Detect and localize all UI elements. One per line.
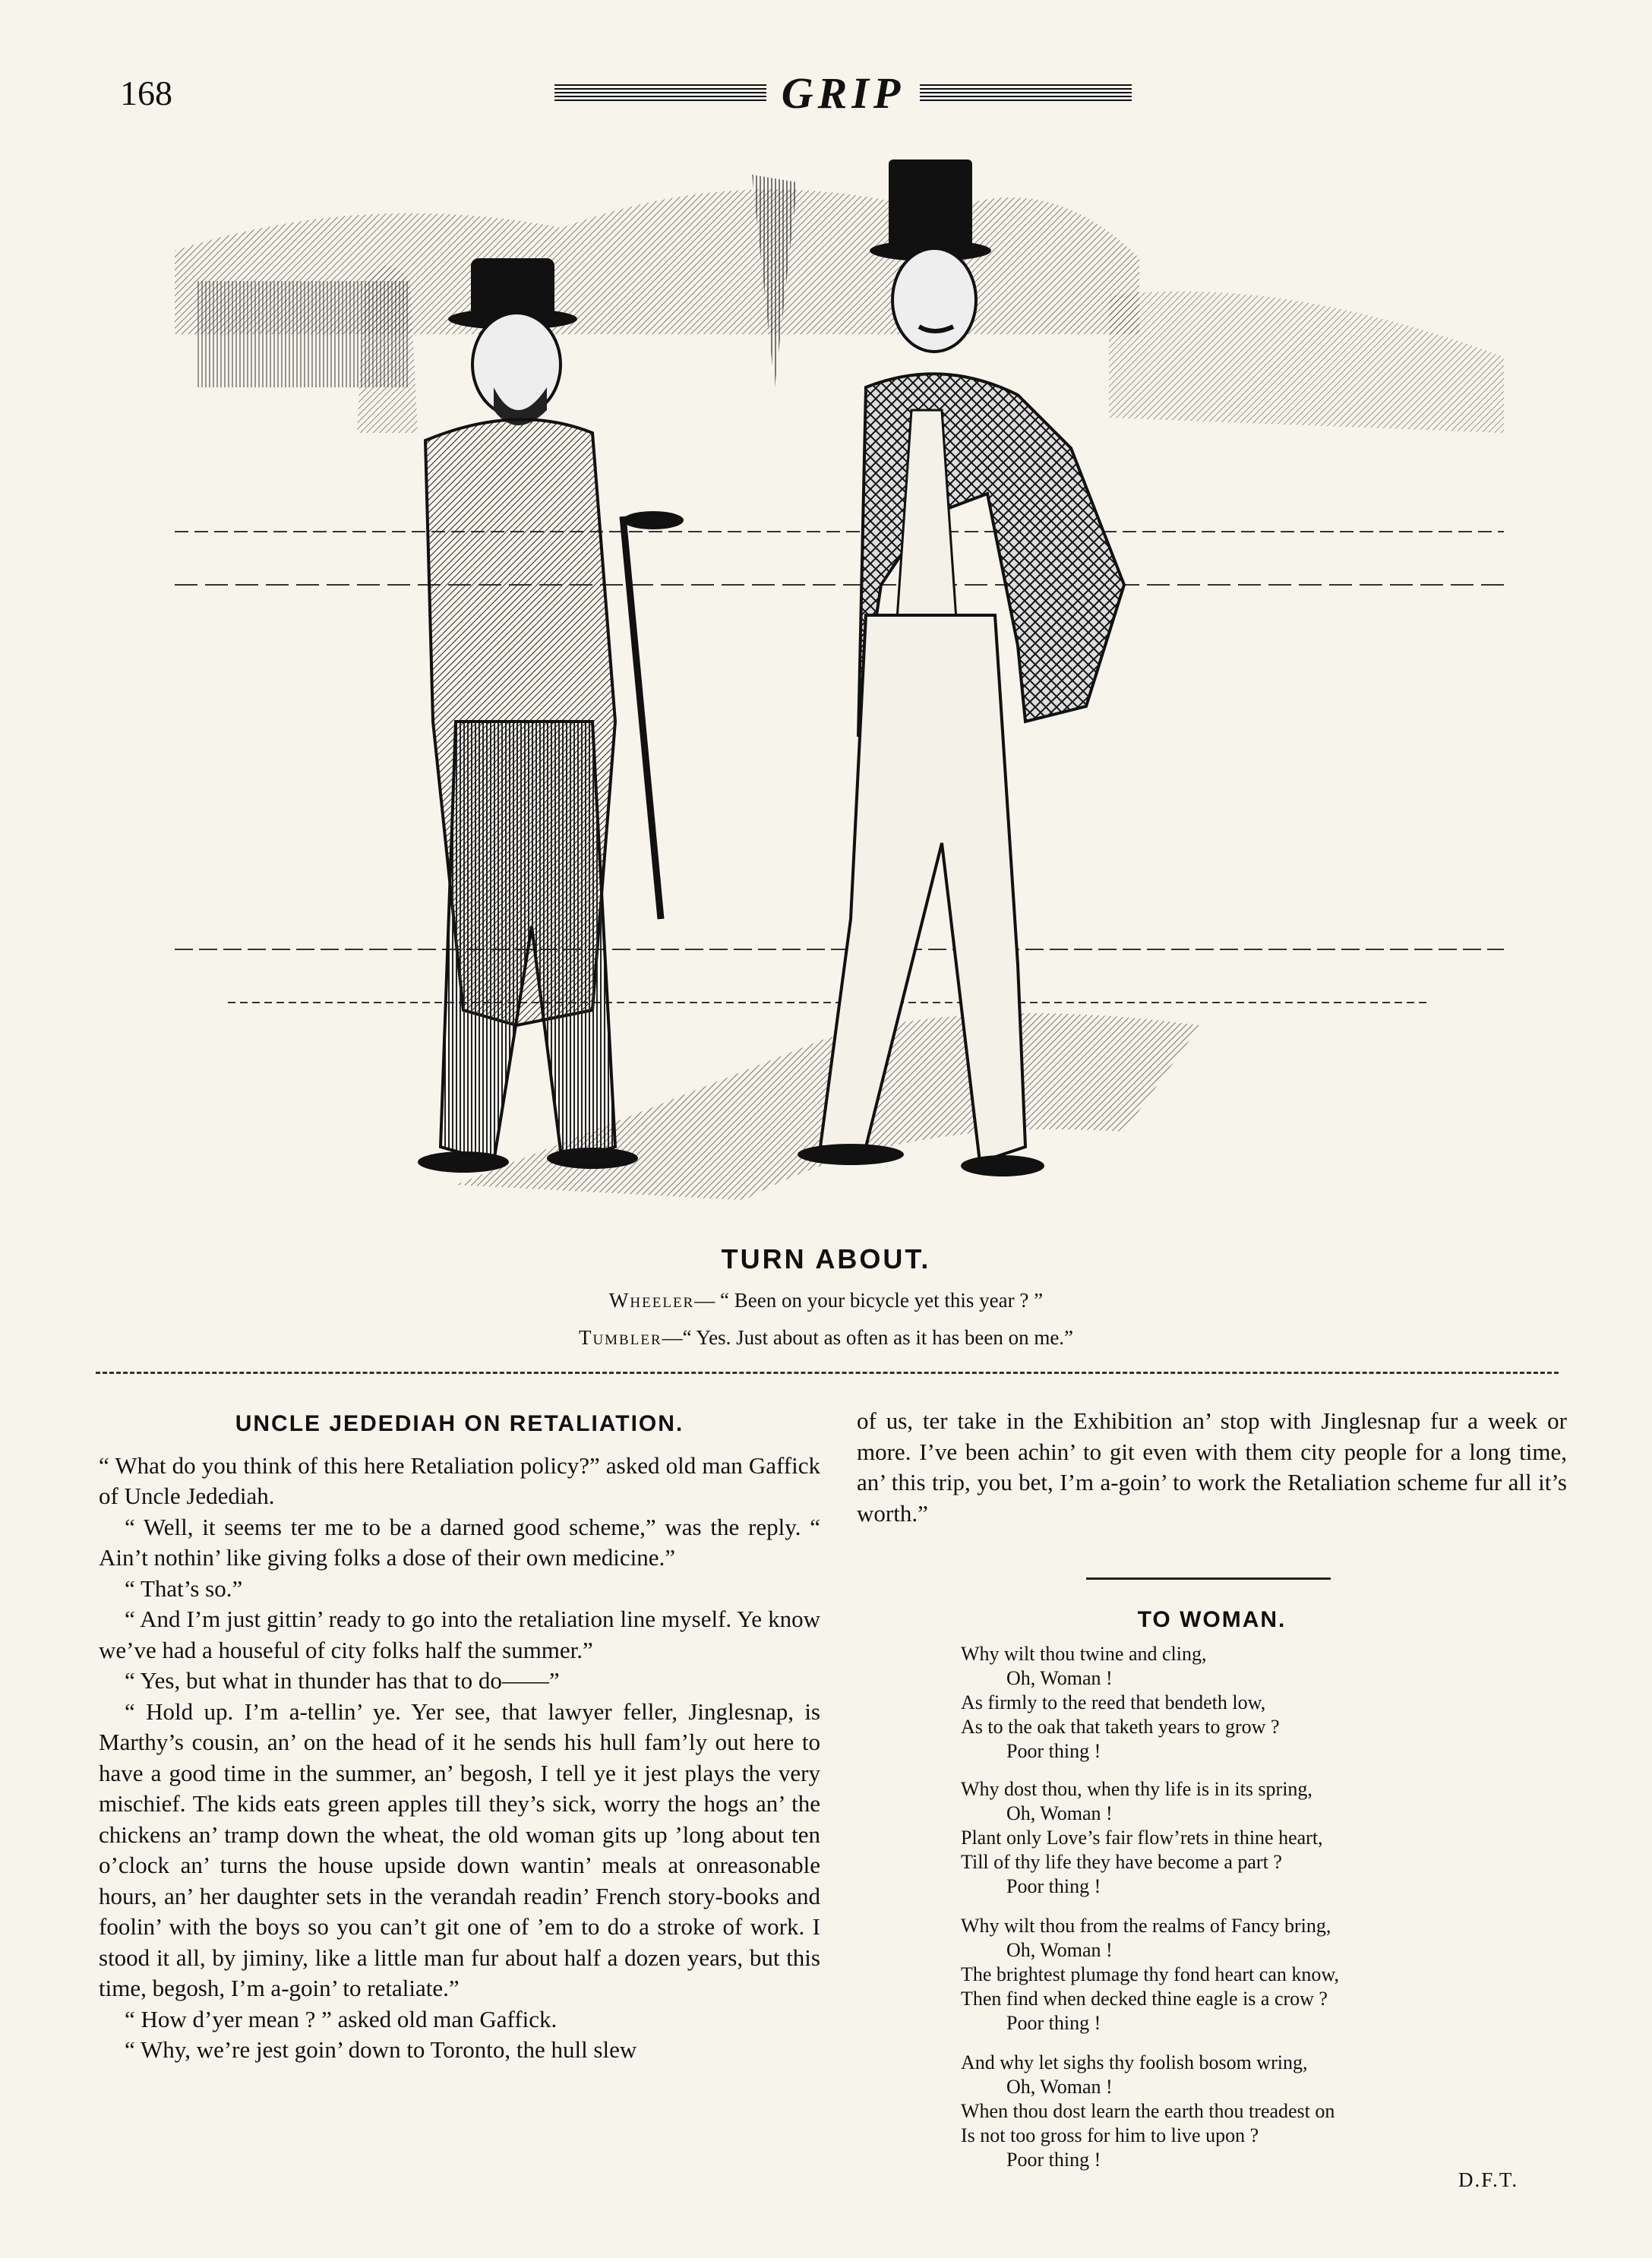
- poem-line: Why wilt thou from the realms of Fancy bring,: [961, 1915, 1331, 1937]
- poem-line: As firmly to the reed that bendeth low,: [961, 1691, 1266, 1713]
- dialogue-text-tumbler: —“ Yes. Just about as often as it has been on me.”: [662, 1326, 1074, 1349]
- poem-line: When thou dost learn the earth thou treadest on: [961, 2100, 1335, 2122]
- masthead-title: GRIP: [781, 68, 905, 118]
- wheeler-figure: [418, 258, 684, 1173]
- article-paragraph: “ Yes, but what in thunder has that to do——”: [125, 1667, 560, 1694]
- article-paragraph: “ And I’m just gittin’ ready to go into the retaliation line myself. Ye know we’ve had a houseful of city folks half the summer.”: [99, 1606, 820, 1663]
- article-paragraph: “ That’s so.”: [125, 1574, 243, 1602]
- masthead-rule-right: [920, 84, 1132, 101]
- article-right-column: [857, 1406, 1567, 1529]
- page-number: 168: [120, 74, 172, 112]
- poem-line: Poor thing !: [1006, 1875, 1101, 1897]
- poem-stanza: [961, 1914, 1553, 2035]
- article-paragraph: “ Hold up. I’m a-tellin’ ye. Yer see, that lawyer feller, Jinglesnap, is Marthy’s cousin, an’ on the head of it he sends his hull fam’ly out here to have a good time in the summer, an’ begosh, I tell ye it jest plays the very mischief. The kids eats green apples till they’s sick, worry the hogs an’ the chickens an’ tramp down the wheat, the old woman gits up ’long about ten o’clock an’ turns the house upside down wantin’ meals at onreasonable hours, an’ her daughter sets in the verandah readin’ French story-books and foolin’ with the boys so you can’t git one of ’em to do a stroke of work. I stood it all, by jiminy, like a little man fur about half a dozen years, but this time, begosh, I’m a-goin’ to retaliate.”: [99, 1697, 820, 2001]
- poem-line: And why let sighs thy foolish bosom wring,: [961, 2051, 1308, 2073]
- poem-line: Why wilt thou twine and cling,: [961, 1643, 1207, 1665]
- article-left-column: [99, 1406, 820, 2066]
- poem-line: As to the oak that taketh years to grow ?: [961, 1716, 1280, 1738]
- article-paragraph: “ Why, we’re jest goin’ down to Toronto, the hull slew: [125, 2036, 637, 2063]
- section-divider: [96, 1372, 1559, 1374]
- poem-line: Then find when decked thine eagle is a crow ?: [961, 1988, 1328, 2010]
- two-gentlemen-engraving-icon: [137, 159, 1534, 1230]
- poem-line: Why dost thou, when thy life is in its spring,: [961, 1778, 1312, 1800]
- poem-line: Oh, Woman !: [1006, 1939, 1113, 1961]
- poem-line: Oh, Woman !: [1006, 1802, 1113, 1824]
- poem-line: Till of thy life they have become a part ?: [961, 1851, 1282, 1873]
- poem-line: Poor thing !: [1006, 2012, 1101, 2034]
- speaker-wheeler: Wheeler: [608, 1289, 695, 1312]
- article-paragraph: “ What do you think of this here Retaliation policy?” asked old man Gaffick of Uncle Jedediah.: [99, 1451, 820, 1509]
- poem-divider: [1086, 1577, 1331, 1580]
- masthead: [554, 68, 1132, 118]
- poem-stanza: [961, 2051, 1553, 2172]
- poem-line: Oh, Woman !: [1006, 1667, 1113, 1689]
- poem-line: Plant only Love’s fair flow’rets in thine heart,: [961, 1827, 1323, 1849]
- poem-signature: D.F.T.: [1458, 2168, 1519, 2191]
- article-paragraph: “ Well, it seems ter me to be a darned good scheme,” was the reply. “ Ain’t nothin’ like giving folks a dose of their own medicine.”: [99, 1513, 820, 1571]
- poem-line: The brightest plumage thy fond heart can know,: [961, 1963, 1339, 1985]
- horizon-lines: [175, 532, 1504, 1003]
- poem-line: Poor thing !: [1006, 1740, 1101, 1762]
- masthead-rule-left: [554, 84, 766, 101]
- article-paragraph: “ How d’yer mean ? ” asked old man Gaffick.: [125, 2005, 558, 2032]
- article-title: UNCLE JEDEDIAH ON RETALIATION.: [235, 1411, 684, 1436]
- poem-line: Is not too gross for him to live upon ?: [961, 2124, 1259, 2146]
- speaker-tumbler: Tumbler: [578, 1326, 662, 1349]
- cartoon-title: TURN ABOUT.: [721, 1243, 931, 1274]
- poem-line: Poor thing !: [1006, 2149, 1101, 2171]
- dialogue-line-tumbler: [0, 1326, 1652, 1350]
- dialogue-line-wheeler: [0, 1289, 1652, 1312]
- dialogue-text-wheeler: — “ Been on your bicycle yet this year ? ”: [694, 1289, 1044, 1312]
- poem-line: Oh, Woman !: [1006, 2076, 1113, 2098]
- article-paragraph-continued: of us, ter take in the Exhibition an’ stop with Jinglesnap fur a week or more. I’ve been achin’ to git even with them city people for a long time, an’ this trip, you bet, I’m a-goin’ to work the Retaliation scheme fur all it’s worth.”: [857, 1407, 1567, 1527]
- poem-title: TO WOMAN.: [1137, 1607, 1287, 1632]
- poem-stanza: [961, 1642, 1553, 1764]
- poem-stanza: [961, 1777, 1553, 1899]
- background-trees: [175, 175, 1504, 433]
